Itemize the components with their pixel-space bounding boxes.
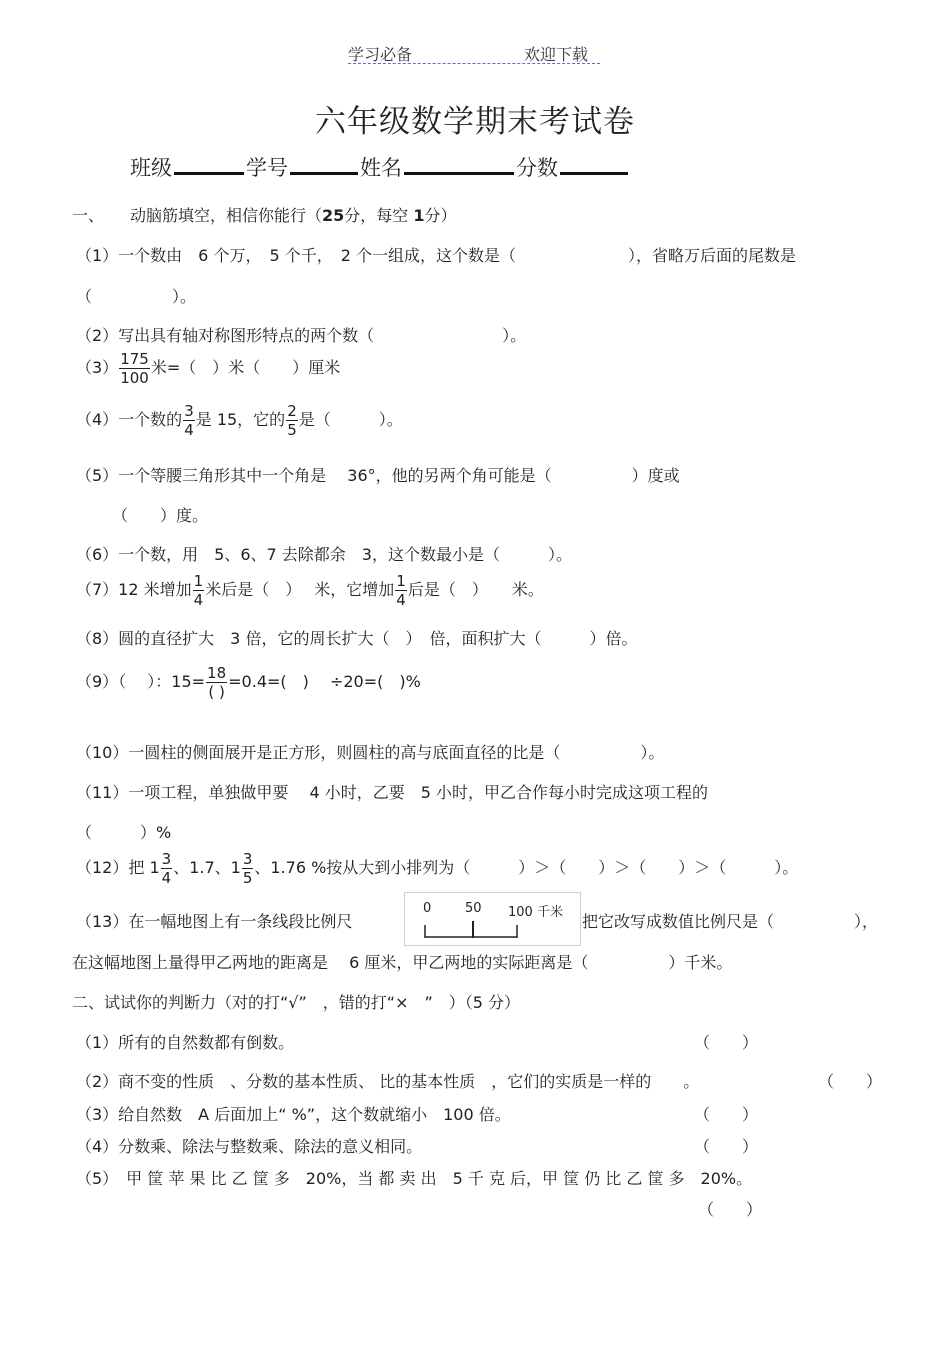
question-10: （10）一圆柱的侧面展开是正方形，则圆柱的高与底面直径的比是（ ）。: [76, 743, 665, 762]
fraction-numerator: 18: [207, 664, 227, 682]
question-13-prefix: （13）在一幅地图上有一条线段比例尺: [76, 912, 353, 931]
fraction-denominator: 4: [396, 591, 406, 609]
fraction-18-blank: [206, 664, 227, 701]
judge-answer-paren-1[interactable]: （ ）: [694, 1033, 759, 1052]
question-2: （2）写出具有轴对称图形特点的两个数（ ）。: [76, 326, 527, 345]
fraction-numerator: 3: [184, 402, 194, 420]
question-9: [76, 664, 421, 701]
section1-points: 25: [322, 206, 345, 225]
fraction-denominator: 4: [184, 421, 194, 439]
fraction-denominator: 5: [242, 869, 253, 887]
question-12-prefix: （12）把 1: [76, 858, 160, 877]
class-blank[interactable]: [174, 150, 244, 175]
score-label: 分数: [516, 156, 558, 180]
scale-label-50: 50: [465, 901, 482, 916]
judge-item-5: （5） 甲 筐 苹 果 比 乙 筐 多 20%，当 都 卖 出 5 千 克 后，甲 筐 仍 比 乙 筐 多 20%。: [76, 1169, 753, 1188]
question-7-middle: 米后是（ ） 米，它增加: [205, 580, 395, 599]
fraction-1-4: [395, 572, 407, 609]
number-label: 学号: [246, 156, 288, 180]
scale-label-100: 100 千米: [508, 905, 563, 920]
section2-heading: 二、试试你的判断力（对的打“√” ，错的打“× ” ）（5 分）: [72, 993, 521, 1012]
question-5-line1: （5）一个等腰三角形其中一个角是 36°，他的另两个角可能是（ ）度或: [76, 466, 680, 485]
fraction-denominator: ( ): [208, 683, 225, 701]
scale-bar-figure: [404, 892, 581, 946]
fraction-3-5: [242, 850, 254, 887]
fraction-numerator: 2: [287, 402, 297, 420]
scale-label-0: 0: [423, 901, 432, 916]
fraction-3-4: [161, 850, 173, 887]
section1-heading: [130, 203, 457, 226]
class-label: 班级: [130, 156, 172, 180]
page-title: 六年级数学期末考试卷: [315, 104, 635, 140]
question-7-prefix: （7）12 米增加: [76, 580, 192, 599]
fraction-denominator: 4: [193, 591, 204, 609]
fraction-denominator: 5: [287, 421, 297, 439]
judge-item-1: （1）所有的自然数都有倒数。: [76, 1033, 295, 1052]
question-7-suffix: 后是（ ） 米。: [407, 580, 544, 599]
question-12-suffix: 、1.76 %按从大到小排列为（ ）＞（ ）＞（ ）＞（ ）。: [254, 858, 799, 877]
section1-heading-text: 分）: [424, 206, 457, 225]
score-blank[interactable]: [560, 150, 628, 175]
question-4-prefix: （4）一个数的: [76, 410, 183, 429]
student-info-line: [130, 150, 630, 182]
fraction-denominator: 4: [161, 869, 172, 887]
judge-item-3: （3）给自然数 A 后面加上“ %”，这个数就缩小 100 倍。: [76, 1105, 511, 1124]
question-1-line2: （ ）。: [76, 287, 197, 306]
judge-answer-paren-5[interactable]: （ ）: [698, 1200, 763, 1219]
judge-answer-paren-4[interactable]: （ ）: [694, 1137, 759, 1156]
judge-answer-paren-3[interactable]: （ ）: [694, 1105, 759, 1124]
question-4-middle: 是 15，它的: [195, 410, 286, 429]
section1-each-points: 1: [413, 206, 425, 225]
header-left-text: 学习必备: [348, 45, 413, 64]
fraction-numerator: 3: [161, 850, 172, 868]
question-13-line2: 在这幅地图上量得甲乙两地的距离是 6 厘米，甲乙两地的实际距离是（ ）千米。: [72, 953, 733, 972]
fraction-numerator: 1: [193, 572, 204, 590]
fraction-numerator: 1: [396, 572, 406, 590]
judge-item-2: （2）商不变的性质 、分数的基本性质、 比的基本性质 ，它们的实质是一样的 。: [76, 1072, 700, 1091]
question-6: （6）一个数，用 5、6、7 去除都余 3，这个数最小是（ ）。: [76, 545, 572, 564]
section1-heading-text: 动脑筋填空，相信你能行（: [130, 206, 323, 225]
number-blank[interactable]: [290, 150, 358, 175]
question-1-line1: （1）一个数由 6 个万， 5 个千， 2 个一组成，这个数是（ ），省略万后面的尾数是: [76, 246, 796, 265]
question-9-prefix: （9）（ ）：15=: [76, 672, 206, 691]
question-11-line1: （11）一项工程，单独做甲要 4 小时，乙要 5 小时，甲乙合作每小时完成这项工程的: [76, 783, 708, 802]
question-13-suffix: 把它改写成数值比例尺是（ ），: [582, 912, 879, 931]
question-12: [76, 850, 798, 887]
fraction-numerator: 3: [242, 850, 253, 868]
judge-answer-paren-2[interactable]: （ ）: [818, 1072, 883, 1091]
question-5-line2: （ ）度。: [112, 506, 209, 525]
fraction-numerator: 175: [120, 350, 149, 368]
header-right-text: 欢迎下载: [524, 45, 589, 64]
question-8: （8）圆的直径扩大 3 倍，它的周长扩大（ ） 倍，面积扩大（ ）倍。: [76, 629, 638, 648]
question-3-prefix: （3）: [76, 358, 119, 377]
question-3: [76, 350, 340, 387]
judge-item-4: （4）分数乘、除法与整数乘、除法的意义相同。: [76, 1137, 423, 1156]
fraction-3-4: [183, 402, 195, 439]
question-11-line2: （ ）%: [76, 823, 172, 842]
question-4: [76, 402, 403, 439]
scale-bar-line: [405, 893, 580, 945]
question-9-suffix: =0.4=( ) ÷20=( )%: [228, 672, 421, 691]
fraction-175-100: [119, 350, 150, 387]
name-label: 姓名: [360, 156, 402, 180]
question-12-middle: 、1.7、1: [173, 858, 241, 877]
section1-heading-text: 分，每空: [344, 206, 409, 225]
question-4-suffix: 是（ ）。: [298, 410, 403, 429]
fraction-denominator: 100: [120, 369, 149, 387]
question-3-suffix: 米=（ ）米（ ）厘米: [150, 358, 341, 377]
header-dashed-underline: [348, 63, 600, 64]
section1-number: 一、: [72, 206, 105, 225]
question-7: [76, 572, 544, 609]
fraction-2-5: [286, 402, 298, 439]
name-blank[interactable]: [404, 150, 514, 175]
fraction-1-4: [193, 572, 205, 609]
